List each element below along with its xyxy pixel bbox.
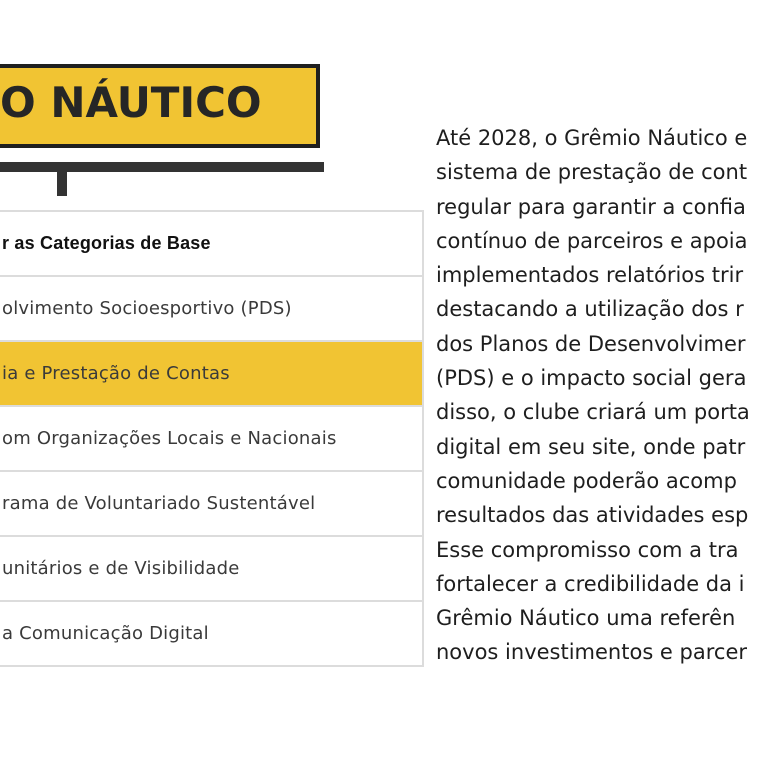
paragraph-line: (PDS) e o impacto social gera <box>436 366 747 391</box>
paragraph-line: comunidade poderão acomp <box>436 468 737 493</box>
menu-item-label: om Organizações Locais e Nacionais <box>2 428 337 449</box>
paragraph-line: fortalecer a credibilidade da i <box>436 571 745 596</box>
menu-item-label: ia e Prestação de Contas <box>2 363 230 384</box>
paragraph-line: Grêmio Náutico uma referên <box>436 606 736 631</box>
menu-item-visibilidade[interactable] <box>0 537 422 602</box>
paragraph-line: disso, o clube criará um porta <box>436 400 750 425</box>
menu-item-organizacoes[interactable] <box>0 407 422 472</box>
paragraph-line: contínuo de parceiros e apoia <box>436 228 748 253</box>
menu-item-label: unitários e de Visibilidade <box>2 558 240 579</box>
paragraph-line: digital em seu site, onde patr <box>436 434 746 459</box>
menu-item-label: a Comunicação Digital <box>2 623 209 644</box>
sign-post <box>57 172 67 196</box>
menu-item-comunicacao-digital[interactable] <box>0 602 422 667</box>
menu-item-label: rama de Voluntariado Sustentável <box>2 493 316 514</box>
paragraph-line: implementados relatórios trir <box>436 263 744 288</box>
paragraph-line: destacando a utilização dos r <box>436 297 744 322</box>
menu-item-categorias-de-base[interactable] <box>0 212 422 277</box>
paragraph-line: dos Planos de Desenvolvimer <box>436 331 746 356</box>
description-paragraph <box>436 121 768 670</box>
sign-base-bar <box>0 162 324 172</box>
paragraph-line: regular para garantir a confia <box>436 194 746 219</box>
menu-item-prestacao-de-contas[interactable] <box>0 342 422 407</box>
paragraph-line: Até 2028, o Grêmio Náutico e <box>436 126 748 150</box>
menu-item-voluntariado[interactable] <box>0 472 422 537</box>
page-title: O NÁUTICO <box>0 78 262 127</box>
paragraph-line: resultados das atividades esp <box>436 503 749 528</box>
paragraph-line: sistema de prestação de cont <box>436 160 748 185</box>
topics-menu <box>0 210 424 667</box>
menu-item-label: olvimento Socioesportivo (PDS) <box>2 298 292 319</box>
paragraph-line: novos investimentos e parcer <box>436 640 748 665</box>
menu-item-pds[interactable] <box>0 277 422 342</box>
paragraph-line: Esse compromisso com a tra <box>436 537 739 562</box>
menu-item-label: r as Categorias de Base <box>2 233 211 253</box>
